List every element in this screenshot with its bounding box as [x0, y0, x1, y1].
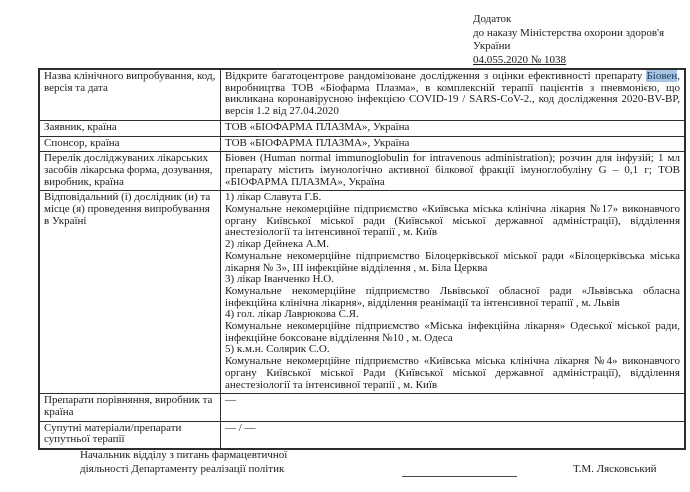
highlighted-drug-name: Біовен: [646, 70, 678, 82]
investigator-line: Комунальне некомерційне підприємство Білоцерківської міської ради «Білоцерківська міська лікарня № 3», ІІІ інфекційне відділення , м. Біла Церква: [225, 249, 680, 274]
signatory-name: Т.М. Лясковський: [573, 463, 657, 475]
table-row-comparators: [39, 394, 685, 421]
row-label-investigators: Відповідальний (і) дослідник (и) та місце (я) проведення випробування в Україні: [39, 191, 221, 394]
document-header: [473, 13, 685, 67]
table-row-concomitant: [39, 421, 685, 449]
row-label-trial-name: Назва клінічного випробування, код, версія та дата: [39, 69, 221, 120]
signatory-title-line-2: діяльності Департаменту реалізації політик: [80, 462, 285, 475]
row-label-sponsor: Спонсор, країна: [39, 136, 221, 152]
investigator-line: Комунальне некомерційне підприємство «Міська інфекційна лікарня» Одеської міської ради, інфекційне боксоване відділення №10 , м. Одеса: [225, 320, 680, 344]
table-row-sponsor: [39, 136, 685, 152]
trial-name-text-after: , виробництва ТОВ «Біофарма Плазма», в комплексній терапії пацієнтів з пневмонією, що викликана коронавірусною інфекцією COVID-19 / SARS-CoV-2., код дослідження 2020-BV-BP, версія 1.2 від 27.04.2020: [225, 70, 680, 118]
signatory-title: [80, 449, 287, 476]
table-row-drug-list: [39, 152, 685, 191]
order-number: 04.055.2020 № 1038: [473, 53, 566, 66]
trial-name-text-before: Відкрите багатоцентрове рандомізоване дослідження з оцінки ефективності препарату: [225, 70, 647, 82]
row-label-concomitant: Супутні матеріали/препарати супутньої терапії: [39, 421, 221, 449]
trial-info-table: [38, 68, 686, 450]
investigator-line: 4) гол. лікар Лаврюкова С.Я.: [225, 308, 359, 321]
investigator-line: Комунальне некомерційне підприємство «Київська міська клінічна лікарня №17» виконавчого органу Київської міської ради (Київської міської державної адміністрації), відділення анестезіології та інтенсивної терапії , м. Київ: [225, 203, 680, 239]
header-line-2: до наказу Міністерства охорони здоров'я: [473, 26, 665, 39]
row-label-drug-list: Перелік досліджуваних лікарських засобів лікарська форма, дозування, виробник, країна: [39, 152, 221, 191]
investigator-line: Комунальне некомерційне підприємство «Київська міська клінічна лікарня №4» виконавчого органу Київської міської Ради (Київської міської державної адміністрації), відділення анестезіології та інтенсивної терапії , м. Київ: [225, 355, 680, 391]
investigator-line: 3) лікар Іванченко Н.О.: [225, 273, 334, 286]
row-label-applicant: Заявник, країна: [39, 120, 221, 136]
investigators-list: [225, 192, 680, 391]
table-row-trial-name: [39, 69, 685, 120]
row-value-comparators: —: [221, 394, 686, 421]
signatory-title-line-1: Начальник відділу з питань фармацевтичної: [80, 449, 288, 461]
investigator-line: 5) к.м.н. Солярик С.О.: [225, 343, 330, 356]
row-value-sponsor: ТОВ «БІОФАРМА ПЛАЗМА», Україна: [221, 136, 686, 152]
table-row-investigators: [39, 191, 685, 394]
row-value-applicant: ТОВ «БІОФАРМА ПЛАЗМА», Україна: [221, 120, 686, 136]
investigator-line: Комунальне некомерційне підприємство Львівської обласної ради «Львівська обласна інфекційна клінічна лікарня», відділення реанімації та інтенсивної терапії , м. Львів: [225, 284, 680, 309]
header-line-3: України: [473, 40, 511, 52]
investigator-line: 1) лікар Славута Г.Б.: [225, 191, 322, 204]
signature-line: [402, 463, 517, 477]
row-value-concomitant: — / —: [221, 421, 686, 449]
row-label-comparators: Препарати порівняння, виробник та країна: [39, 394, 221, 421]
table-row-applicant: [39, 120, 685, 136]
row-value-investigators: [221, 191, 686, 394]
header-line-1: Додаток: [473, 13, 512, 25]
row-value-drug-list: Біовен (Human normal immunoglobulin for intravenous administration); розчин для інфузій; 1 мл препарату містить імунологічно активної білкової фракції імуноглобуліну G – 0,1 г; ТОВ «БІОФАРМА ПЛАЗМА», Україна: [221, 152, 686, 191]
investigator-line: 2) лікар Дейнека А.М.: [225, 238, 329, 251]
row-value-trial-name: [221, 69, 686, 120]
